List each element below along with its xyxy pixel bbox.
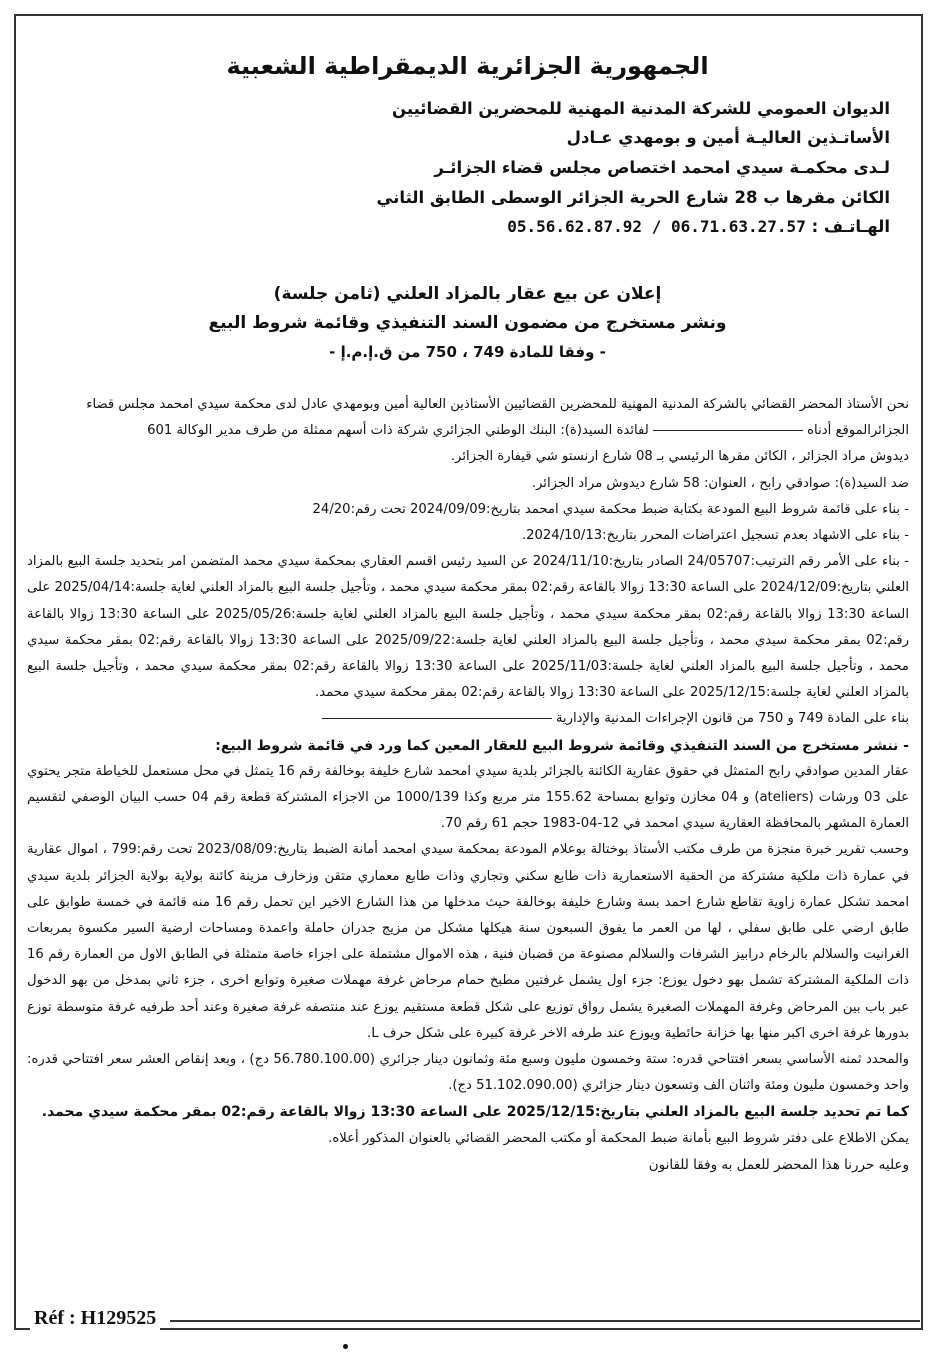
blank-line <box>653 430 803 431</box>
page-mark <box>343 1344 348 1349</box>
separator-line <box>322 718 552 719</box>
against-party: ضد السيد(ة): صوادقي رابح ، العنوان: 58 شارع ديدوش مراد الجزائر. <box>531 475 909 491</box>
address-line: الكائن مقرها ب 28 شارع الحرية الجزائر الوسطى الطابق الثاني <box>376 188 890 207</box>
auction-date: كما تم تحديد جلسة البيع بالمزاد العلني بتاريخ:2025/12/15 على الساعة 13:30 زوالا بالقاعة رقم:02 بمقر محكمة سيدي محمد. <box>41 1104 909 1121</box>
bailiffs-names: الأساتـذين العاليـة أمين و بومهدي عـادل <box>566 128 890 147</box>
court-line: لـدى محكمـة سيدي امحمد اختصاص مجلس قضاء الجزائـر <box>434 158 890 177</box>
property-description: عقار المدين صوادقي رابح المتمثل في حقوق عقارية الكائنة بالجزائر بلدية سيدي امحمد شارع خليفة بوخالفة رقم 16 يتمثل في محل مستعمل للخياطة متجر يحتوي على 03 ورشات (ateliers) و 04 مخازن وتوابع بمساحة 155.62 متر مربع وكذا 1000/139 من الاجزاء المشتركة قطعة رقم 04 حسب البيان الوصفي لتقسيم العمارة المشهر بالمحافظة العقارية سيدي امحمد في 12-04-1983 حجم 61 رقم 70. <box>27 763 910 832</box>
intro-line-1: نحن الأستاذ المحضر القضائي بالشركة المدنية المهنية للمحضرين القضائيين الأستاذين العالية أمين وبومهدي عادل لدى محكمة سيدي امحمد مجلس قضاء <box>86 397 909 412</box>
announcement-legal-basis: - وفقا للمادة 749 ، 750 من ق.إ.م.إ - <box>329 343 606 361</box>
office-line: الديوان العمومي للشركة المدنية المهنية للمحضرين القضائيين <box>391 99 890 118</box>
basis-order: - بناء على الأمر رقم الترتيب:24/05707 الصادر بتاريخ:2024/11/10 عن السيد رئيس اقسم العقاري بمحكمة سيدي محمد المتضمن امر بتحديد جلسة البيع بالمزاد العلني بتاريخ:2024/12/09 على الساعة 13:30 زوالا بالقاعة رقم:02 بمقر محكمة سيدي محمد ، وتأجيل جلسة البيع بالمزاد العلني لغاية جلسة:2025/04/14 على الساعة 13:30 زوالا بالقاعة رقم:02 بمقر محكمة سيدي محمد ، وتأجيل جلسة البيع بالمزاد العلني لغاية جلسة:2025/05/26 على الساعة 13:30 زوالا بالقاعة رقم:02 بمقر محكمة سيدي محمد ، وتأجيل جلسة البيع بالمزاد العلني لغاية جلسة:2025/09/22 على الساعة 13:30 زوالا بالقاعة رقم:02 بمقر محكمة سيدي محمد ، وتأجيل جلسة البيع بالمزاد العلني لغاية جلسة:2025/11/03 على الساعة 13:30 زوالا بالقاعة رقم:02 بمقر محكمة سيدي محمد ، وتأجيل جلسة البيع بالمزاد العلني لغاية جلسة:2025/12/15 على الساعة 13:30 زوالا بالقاعة رقم:02 بمقر محكمة سيدي محمد. <box>27 554 910 701</box>
republic-title: الجمهورية الجزائرية الديمقراطية الشعبية <box>226 52 709 80</box>
starting-price: والمحدد ثمنه الأساسي بسعر افتتاحي قدره: ستة وخمسون مليون وسبع مئة وثمانون دينار جزائري (56.780.100.00 دج) ، وبعد إنقاص العشر سعر افتتاحي قدره: واحد وخمسون مليون ومئة واثنان الف وتسعون دينار جزائري (51.102.090.00 دج). <box>27 1052 910 1094</box>
consultation-note: يمكن الاطلاع على دفتر شروط البيع بأمانة ضبط المحكمة أو مكتب المحضر القضائي بالعنوان المذكور أعلاه. <box>328 1130 909 1146</box>
reference-number: Réf : H129525 <box>30 1307 160 1330</box>
section-title: - ننشر مستخرج من السند التنفيذي وقائمة شروط البيع للعقار المعين كما ورد في قائمة شروط البيع: <box>215 737 909 754</box>
expert-report: وحسب تقرير خبرة منجزة من طرف مكتب الأستاذ بوختالة بوعلام المودعة بمحكمة سيدي امحمد أمانة الضبط بتاريخ:2023/08/09 تحت رقم:799 ، اموال عقارية في عمارة ذات ملكية مشتركة من الحقبة الاستعمارية ذات طابع سكني وتجاري وذات طابع معماري متقن وزخارف مزينة كائنة بولاية بولاية الجزائر بلدية سيدي امحمد تشكل عمارة زاوية تقاطع شارع احمد بسة وشارع خليفة بوخالفة حيث مدخلها من هذا الشارع الاخير اين تحمل رقم 16 منه قائمة في خمسة طوابق على طابق ارضي على طابق سفلي ، لها من العمر ما يفوق السبعون سنة هيكلها مشكل من مزيج جدران حاملة واعمدة ومساحات ارضية السير مكسوة بمربعات الغرانيت والسلالم بالرخام درابيز الشرفات والسلالم مصنوعة من قضبان فنية ، هذه الاموال مشتملة على اجزاء خاصة متمثلة في الطابق الاول من العمارة رقم 16 ذات الملكية المشتركة تشمل بهو دخول يوزع: جزء اول يشمل غرفتين مطبخ حمام مرحاض غرفة مهملات صغيرة وتوابع اخرى ، جزء ثاني بمدخل من بهو الدخول عبر باب بين المرحاض وغرفة المهملات الصغيرة يشمل رواق توزيع على شكل قطعة مستقيم يوزع عند منتصفه غرفة صغيرة وعند أحد طرفيه غرفة متوسطة توزع بدورها غرفة اخرى اكبر منها بها خزانة حائطية ويوزع عند طرفه الاخر غرفة كبيرة على شكل حرف L. <box>27 842 909 1041</box>
document-body <box>27 392 909 1178</box>
announcement-title: إعلان عن بيع عقار بالمزاد العلني (ثامن جلسة) <box>273 284 662 304</box>
basis-articles: بناء على المادة 749 و 750 من قانون الإجراءات المدنية والإدارية <box>27 706 909 732</box>
phone-numbers: 05.56.62.87.92 / 06.71.63.27.57 <box>507 217 806 236</box>
basis-conditions-list: - بناء على قائمة شروط البيع المودعة بكتابة ضبط محكمة سيدي امحمد بتاريخ:2024/09/09 تحت رقم:24/20 <box>312 501 909 517</box>
basis-no-objections: - بناء على الاشهاد بعدم تسجيل اعتراضات المحرر بتاريخ:2024/10/13. <box>521 528 909 544</box>
closing-line: وعليه حررنا هذا المحضر للعمل به وفقا للقانون <box>648 1156 909 1173</box>
phone-label: الهـاتـف : <box>811 217 890 236</box>
announcement-subtitle: ونشر مستخرج من مضمون السند التنفيذي وقائمة شروط البيع <box>208 313 727 333</box>
intro-line-3: ديدوش مراد الجزائر ، الكائن مقرها الرئيسي بـ 08 شارع ارنستو شي قيفارة الجزائر. <box>450 449 909 465</box>
intro-line-2: الجزائرالموقع أدناه لفائدة السيد(ة): البنك الوطني الجزائري شركة ذات أسهم ممثلة من طرف مدير الوكالة 601 <box>147 423 909 439</box>
phone-line <box>50 216 890 238</box>
footer-rule <box>170 1320 920 1322</box>
